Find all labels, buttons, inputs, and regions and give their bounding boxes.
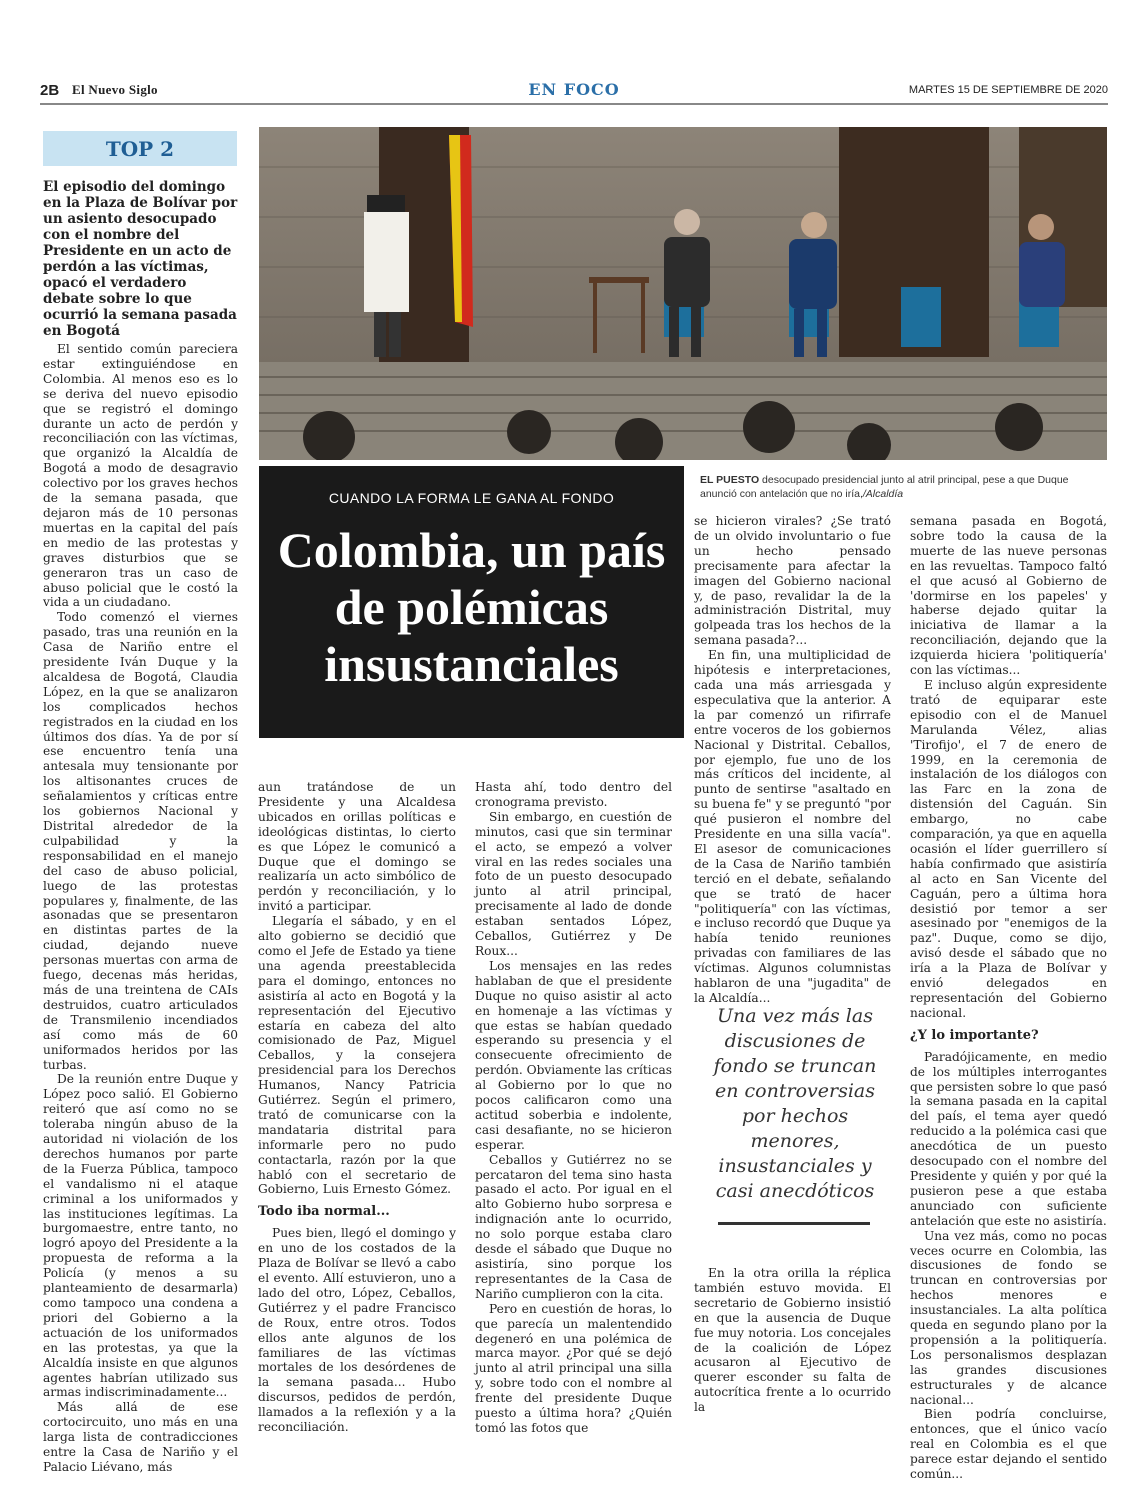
column-2 bbox=[258, 780, 456, 1435]
caption-credit: /Alcaldía bbox=[862, 488, 904, 500]
paragraph: Más allá de ese cortocircuito, uno más en una larga lista de contradicciones entre la Casa de Nariño y el Palacio Liévano, más bbox=[43, 1400, 238, 1474]
article-photo bbox=[259, 127, 1107, 460]
issue-date: MARTES 15 DE SEPTIEMBRE DE 2020 bbox=[908, 84, 1108, 96]
paragraph: se hicieron virales? ¿Se trató de un olvido involuntario o fue un hecho pensado precisamente para afectar la imagen del Gobierno nacional y, de paso, revalidar la de la administración Distrital, muy golpeada tras los hechos de la semana pasada?... bbox=[694, 514, 891, 648]
paragraph: Los mensajes en las redes hablaban de que el presidente Duque no quiso asistir al acto en homenaje a las víctimas y que estas se habían quedado esperando su presencia y el consecuente ofrecimiento de perdón. Obviamente las críticas al Gobierno por lo que no pocos calificaron como una actitud soberbia e indolente, casi desafiante, no se hicieron esperar. bbox=[475, 958, 673, 1152]
paragraph: De la reunión entre Duque y López poco salió. El Gobierno reiteró que así como no se toleraba ningún abuso de la autoridad ni violación de los derechos humanos por parte de la Fuerza Pública, tampoco el vandalismo ni el ataque criminal a los uniformados y las instituciones legítimas. La burgomaestre, entre tanto, no logró apoyo del Presidente a la propuesta de reforma a la Policía (y menos a su planteamiento de desarmarla) como tampoco una condena a priori del Gobierno a la actuación de los uniformados en las protestas, ya que la Alcaldía insiste en que algunos agentes habrían utilizado sus armas indiscriminadamente... bbox=[43, 1072, 238, 1400]
headline-box bbox=[259, 466, 684, 738]
paragraph: Llegaría el sábado, y en el alto gobierno se decidió que como el Jefe de Estado ya tiene una agenda preestablecida para el domingo, entonces no asistiría al acto en Bogotá y la representación del Ejecutivo estaría en cabeza del alto comisionado de Paz, Miguel Ceballos, y la consejera presidencial para los Derechos Humanos, Nancy Patricia Gutiérrez. Según el primero, trató de comunicarse con la mandataria distrital para informarle pero no pudo contactarla, razón por la que habló con el secretario de Gobierno, Luis Ernesto Gómez. bbox=[258, 914, 456, 1197]
paragraph: Ceballos y Gutiérrez no se percataron del tema sino hasta pasado el acto. Por igual en el alto Gobierno hubo sorpresa e indignación ante lo ocurrido, no solo porque estaba claro desde el sábado que Duque no asistiría, sino porque los representantes de la Casa de Nariño cumplieron con la cita. bbox=[475, 1152, 672, 1301]
pull-quote-rule bbox=[718, 1222, 870, 1225]
column-5 bbox=[910, 514, 1107, 1482]
photo-caption bbox=[700, 473, 1105, 501]
page-number: 2B bbox=[40, 82, 60, 99]
paragraph: Pero en cuestión de horas, lo que parecía un malentendido degeneró en una polémica de marca mayor. ¿Por qué se dejó junto al atril principal una silla y, sobre todo con el nombre al frente del presidente Duque puesto a última hora? ¿Quién tomó las fotos que bbox=[475, 1301, 672, 1435]
subheading: ¿Y lo importante? bbox=[910, 1027, 1039, 1043]
section-title: EN FOCO bbox=[528, 80, 620, 99]
caption-lead: EL PUESTO bbox=[700, 474, 760, 486]
column-4-continued bbox=[694, 1266, 891, 1415]
top-badge bbox=[43, 131, 237, 166]
column-1 bbox=[43, 342, 238, 1475]
pull-quote: Una vez más las discusiones de fondo se truncan en controversias por hechos menores, insustanciales y casi anecdóticos bbox=[713, 1005, 877, 1202]
top-badge-label: TOP 2 bbox=[105, 136, 175, 161]
column-4 bbox=[694, 514, 891, 1006]
paragraph: En la otra orilla la réplica también estuvo movida. El secretario de Gobierno insistió en que la ausencia de Duque fue muy notoria. Los concejales de la coalición de López acusaron al Ejecutivo de querer esconder su falta de autocrítica frente a lo ocurrido la bbox=[694, 1266, 891, 1415]
paragraph: Una vez más, como no pocas veces ocurre en Colombia, las discusiones de fondo se truncan en controversias por hechos menores e insustanciales. La alta política queda en segundo plano por la propensión a la politiquería. Los personalismos desplazan las grandes discusiones estructurales y de alcance nacional... bbox=[910, 1228, 1107, 1407]
paragraph: Paradójicamente, en medio de los múltiples interrogantes que persisten sobre lo que pasó la semana pasada en la capital del país, el tema ayer quedó reducido a la polémica casi que anecdótica de un puesto desocupado con el nombre del Presidente y quién y por qué la pusieron pese a que estaba anunciado con suficiente antelación que este no asistiría. bbox=[910, 1049, 1107, 1228]
caption-text: desocupado presidencial junto al atril principal, pese a que Duque anunció con antelación que no iría, bbox=[700, 474, 1069, 500]
headline: Colombia, un país de polémicas insustanciales bbox=[277, 522, 666, 692]
paragraph: El sentido común pareciera estar extinguiéndose en Colombia. Al menos eso es lo se deriva del nuevo episodio que se registró el domingo durante un acto de perdón y reconciliación con las víctimas, que organizó la Alcaldía de Bogotá a modo de desagravio colectivo por los graves hechos de la semana pasada, que dejaron más de 10 personas muertas en la capital del país en medio de las protestas y graves disturbios que se generaron tras un caso de abuso policial que le costó la vida a un ciudadano. bbox=[43, 342, 238, 610]
paragraph: Sin embargo, en cuestión de minutos, casi que sin terminar el acto, se empezó a volver viral en las redes sociales una foto de un puesto desocupado junto al atril principal, precisamente al lado de donde estaban sentados López, Ceballos, Gutiérrez y De Roux... bbox=[475, 809, 672, 958]
newspaper-name: El Nuevo Siglo bbox=[72, 82, 158, 97]
paragraph: aun tratándose de un Presidente y una Alcaldesa ubicados en orillas políticas e ideológicas distintas, lo cierto es que López le comunicó a Duque que el domingo se realizaría un acto simbólico de perdón y reconciliación, y lo invitó a participar. bbox=[258, 780, 456, 914]
paragraph: Todo comenzó el viernes pasado, tras una reunión en la Casa de Nariño entre el presidente Iván Duque y la alcaldesa de Bogotá, Claudia López, en la que se analizaron los complicados hechos registrados en la ciudad en los últimos dos días. Ya de por sí ese encuentro tenía una antesala muy tensionante por los altisonantes cruces de señalamientos y críticas entre los gobiernos Nacional y Distrital alrededor de la culpabilidad y la responsabilidad en el manejo del caso de abuso policial, luego de las protestas populares y, finalmente, de las asonadas que se presentaron en distintas partes de la ciudad, dejando nueve personas muertas con arma de fuego, decenas más heridas, más de una treintena de CAIs destruidos, cuatro articulados de Transmilenio incendiados así como más de 60 uniformados heridos por las turbas. bbox=[43, 610, 238, 1072]
article-lede: El episodio del domingo en la Plaza de Bolívar por un asiento desocupado con el nombre del Presidente en un acto de perdón a las víctimas, opacó el verdadero debate sobre lo que ocurrió la semana pasada en Bogotá bbox=[43, 179, 238, 339]
paragraph: Pues bien, llegó el domingo y en uno de los costados de la Plaza de Bolívar se llevó a cabo el evento. Allí estuvieron, uno a lado del otro, López, Ceballos, Gutiérrez y el padre Francisco de Roux, entre otros. Todos ellos ante algunos de los familiares de las víctimas mortales de los desórdenes de la semana pasada... Hubo discursos, pedidos de perdón, llamados a la reflexión y a la reconciliación. bbox=[258, 1226, 456, 1435]
column-3 bbox=[475, 780, 672, 1436]
paragraph: Hasta ahí, todo dentro del cronograma previsto. bbox=[475, 780, 672, 809]
subheading: Todo iba normal... bbox=[258, 1204, 390, 1220]
paragraph: En fin, una multiplicidad de hipótesis e interpretaciones, cada una más arriesgada y especulativa que la anterior. A la par comenzó un rifirrafe entre voceros de los gobiernos Nacional y Distrital. Ceballos, por ejemplo, fue uno de los más críticos del incidente, al punto de sentirse "asaltado en su buena fe" y se preguntó "por qué pusieron el nombre del Presidente en una silla vacía". El asesor de comunicaciones de la Casa de Nariño también terció en el debate, señalando que se trató de hacer "politiquería" con las víctimas, e incluso recordó que Duque ya había tenido reuniones privadas con familiares de las víctimas. Algunos columnistas hablaron de una "jugadita" de la Alcaldía... bbox=[694, 648, 891, 1005]
header-rule bbox=[40, 103, 1108, 105]
paragraph: semana pasada en Bogotá, sobre todo la causa de la muerte de las nueve personas en las revueltas. Tampoco faltó el que acusó al Gobierno de 'dormirse en los papeles' y haberse dejado quitar la iniciativa de llamar a la reconciliación, dejando que la izquierda hiciera 'politiquería' con las víctimas... bbox=[910, 514, 1107, 678]
paragraph: E incluso algún expresidente trató de equiparar este episodio con el de Manuel Marulanda Vélez, alias 'Tirofijo', el 7 de enero de 1999, en la ceremonia de instalación de los diálogos con las Farc en la zona de distensión del Caguán. Sin embargo, no cabe comparación, ya que en aquella ocasión el líder guerrillero sí había confirmado que asistiría al acto en San Vicente del Caguán, pero a última hora desistió por temor a ser asesinado por "enemigos de la paz". Duque, como se dijo, avisó desde el sábado que no iría a la Plaza de Bolívar y envió delegados en representación del Gobierno nacional. bbox=[910, 677, 1107, 1020]
kicker: CUANDO LA FORMA LE GANA AL FONDO bbox=[328, 490, 615, 506]
paragraph: Bien podría concluirse, entonces, que el único vacío real en Colombia es el que parece estar dejando el sentido común... bbox=[910, 1407, 1107, 1482]
